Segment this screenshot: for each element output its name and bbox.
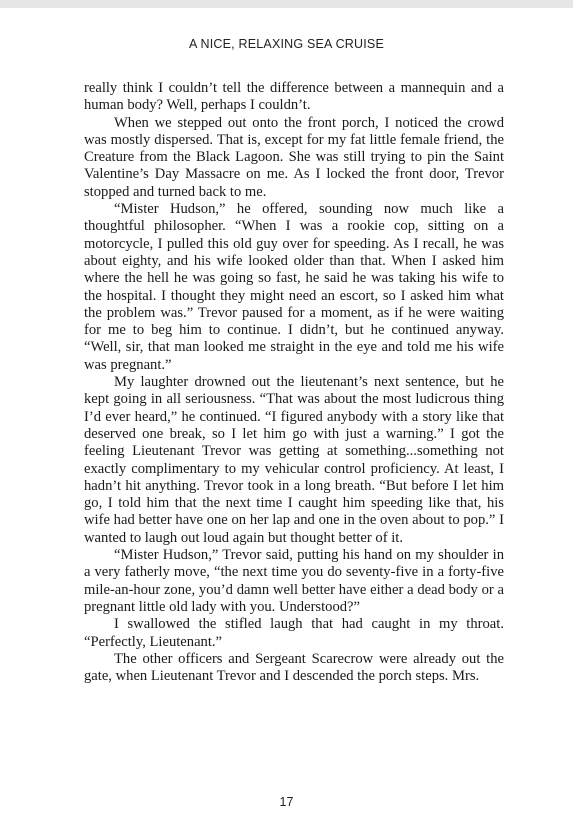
paragraph: “Mister Hudson,” he offered, sounding now much like a thoughtful philosopher. “When I was a rookie cop, sitting on a motorcycle, I pulled this old guy over for speeding. As I recall, he was about eighty, and his wife looked older than that. When I asked him where the hell he was going so fast, he said he was taking his wife to the hospital. I thought they might need an escort, so I asked him what the problem was.” Trevor paused for a moment, as if he were waiting for me to beg him to continue. I didn’t, but he continued anyway. “Well, sir, that man looked me straight in the eye and told me his wife was pregnant.” [84, 201, 504, 373]
running-head: A NICE, RELAXING SEA CRUISE [188, 37, 385, 51]
paragraph: I swallowed the stifled laugh that had caught in my throat. “Perfectly, Lieutenant.” [84, 616, 504, 650]
top-edge-bar [0, 0, 573, 8]
paragraph: My laughter drowned out the lieutenant’s next sentence, but he kept going in all seriousness. “That was about the most ludicrous thing I’d ever heard,” he continued. “I figured anybody with a story like that deserved one break, so I let him go with just a warning.” I got the feeling Lieutenant Trevor was getting at something...something not exactly complimentary to my vehicular control proficiency. At least, I hadn’t hit anything. Trevor took in a long breath. “But before I let him go, I told him that the next time I caught him speeding like that, his wife had better have one on her lap and one in the oven about to pop.” I wanted to laugh out loud again but thought better of it. [84, 374, 504, 546]
paragraph: The other officers and Sergeant Scarecrow were already out the gate, when Lieutenant Trevor and I descended the porch steps. Mrs. [84, 650, 504, 685]
paragraph: “Mister Hudson,” Trevor said, putting his hand on my shoulder in a very fatherly move, “the next time you do seventy-five in a forty-five mile-an-hour zone, you’d damn well better have either a dead body or a pregnant little old lady with you. Understood?” [84, 547, 504, 615]
paragraph: really think I couldn’t tell the difference between a mannequin and a human body? Well, perhaps I couldn’t. [84, 80, 504, 114]
body-text [84, 80, 504, 685]
paragraph: When we stepped out onto the front porch, I noticed the crowd was mostly dispersed. That is, except for my fat little female friend, the Creature from the Black Lagoon. She was still trying to pin the Saint Valentine’s Day Massacre on me. As I locked the front door, Trevor stopped and turned back to me. [84, 114, 504, 200]
page-number: 17 [279, 795, 294, 809]
